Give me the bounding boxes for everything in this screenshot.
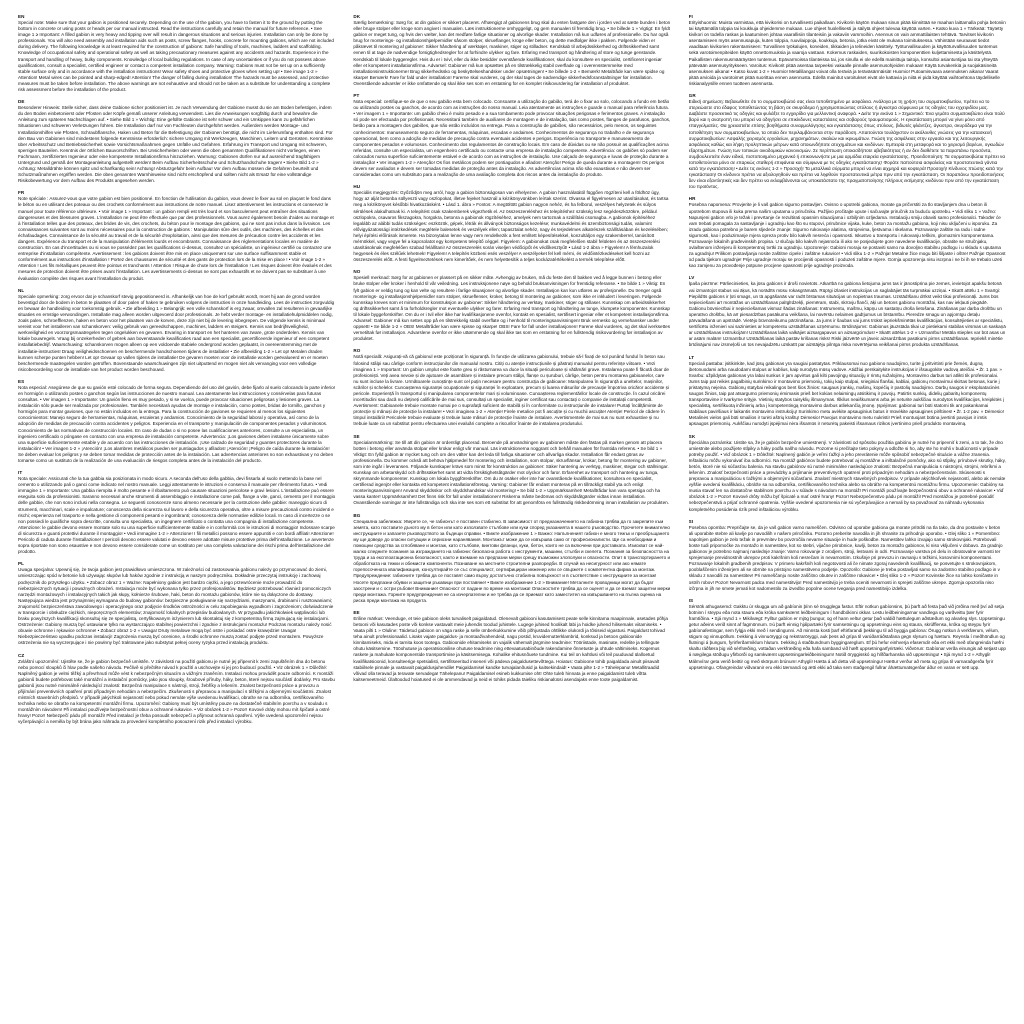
- safety-notice-text: Zvláštní upozornění: Ujistěte se, že je gabion bezpečně umístěn. V závislosti na použití gabionu je nutné jej připevnit k zemi zapuštěním dna do betonu nebo pomocí sloupků či hlav podle našeho návodu. Pečlivě si přečtěte návod k použití a uschovejte si jej pro budoucí použití. • Viz obrázek 1 » Důležité: Naplněný gabion je velmi těžký a převrhnutí může vést k nebezpečným situacím a vážným zraněním. Instalaci mohou provádět pouze odborníci. K montáži gabionů budete potřebovat také montážní a instalační pomůcky, jako jsou sloupky, šroubové příruby, háky, beton, které nejsou součástí dodávky. Pro stavbu gabionů jsou nutné minimálně následující znalosti: Bezpečná manipulace s nástroji, stroji, žebříky a lešením. Znalost bezpečnosti práce a provozu a přijímání preventivních opatření proti případným nehodám a nebezpečím. Zkušenosti s přepravou a manipulací s těžkými a objemnými součástmi. Znalost místních stavebních předpisů. V případě jakýchkoli nejasností nebo pokud nemáte výše uvedenou kvalifikaci, obraťte se na odborníka, certifikovaného technika nebo se obraťte na kompetentní montážní firmu. Upozornění: Gabiony musí být umístěny pouze na dostatečně stabilním povrchu a v souladu s montážním návodem! Při instalaci používejte bezpečnostní obuv a ochranné rukavice. • Viz obrázek 1-2 » Pozor! Kovové dráty mohou mít špičaté a ostré hrany! Pozor! Nebezpečí pádu při montáži! Před instalací je třeba posoudit nebezpečí a přijmout ochranná opatření. Výše uvedená upozornění nejsou vyčerpávající a neměla by být brána jako náhrada za provedení kompletního posouzení rizik před instalací výrobku.: [18, 658, 335, 725]
- language-section: [689, 519, 1006, 592]
- language-code: SI: [688, 518, 694, 524]
- language-section: [353, 513, 670, 604]
- language-code: EE: [353, 609, 360, 615]
- language-code: HU: [353, 184, 361, 190]
- language-code: RO: [353, 348, 361, 354]
- language-section: [689, 598, 1006, 671]
- safety-notice-text: Speciali pastaba: įsitikinkite, kad jūsų gabionas yra saugiai pastatytas. Priklausomai nuo gabiono naudojimo, turite jį pritvirtinti prie žemės, dugną įbetonuodami arba naudodami stulpus ar kablius, kaip nurodyta mūsų vadove. Atidžiai perskaitykite instrukcijas ir išsaugokite vadovą ateičiai. • Žr. 1 pav. » Svarbu: užpildytas gabionas yra labai sunkus ir jam apvirtus gali kilti pavojingų situacijų ir rimtų sužalojimų. Montavimo darbus turi atlikti tik profesionalai. Jums taip pat reikės pagalbinių surinkimo ir montavimo priemonių, tokių kaip stulpai, srieginiai flanšai, kabliai, gabionų montavimui skirtas betonas, kurie į pristatymą neįeina. Gabionų statybai reikalingos bent šios žinios: saugaus įrankių, mašinų, kopėčių ir pastolių naudojimo. Darbų saugos ir eksploatacinės saugos žinios, taip pat atsargumo priemonių ėmimasis prieš bet kokias nelaimingų atsitikimų ir pavojų. Patirtis sunkių, didelių gabaritų komponentų transportavime ir tvarkyme srityje. Vietinių statybos taisyklių išmanymas. Iškilus neaiškumams arba jei neturite aukščiau nurodytos kvalifikacijos, kreipkitės į specialistą, sertifikuotą inžinierių arba į kompetentingą montavimo darbus atliekančią įmonę. Įspėjimas: gabionai turi būti statomi tik ant pakankamai stabilaus paviršiaus ir laikantis montavimo instrukcijų! Surinkimo metu avėkite apsauginius batus ir mūvėkite apsaugines pirštines! • Žr. 1-2 pav. » Dėmesio! Metalinės vielos gali būti smailios ir turėti aštrių kraštų! Dėmesio! Pavojus montavimo metu nukristi! Prieš montuojant būtina įvertinti pavojus ir imtis apsaugos priemonių. Aukščiau nurodyti įspėjimai nėra išsamūs ir neturėtų pakeisti išsamaus rizikos įvertinimo prieš produkto montavimą.: [688, 360, 1004, 427]
- language-section: [18, 14, 335, 93]
- language-section: [18, 288, 335, 373]
- safety-notice-text: Eriline märkus: Veenduge, et teie gabioon oleks turvaliselt paigaldatud. Olenevalt gabiooni kasutamisest peate selle kinnitama maapinnale, asetades põhja betooni või kasutades poste või konkse vastavalt meie juhendis toodud juhistele. Lugege juhised hoolikalt läbi ja hoidke juhend hilisemaks viitamiseks. • Vaata pilti 1 » Oluline: Täidetud gabioon on väga raske ja selle ümberkukkumine võib põhjustada ohtlikke olukordi ja tõsiseid vigastusi. Paigaldust tohivad teha ainult professionaalid. Lisaks vajate paigaldus- ja montaaživahendeid, nagu postid, kruvidemutterklambrid, konksud ja betoon gabioonide kinnitamiseks, mida ei tarnita koos tootega. Gabioonide ehitamiseks on vajalik vähemalt järgmine teadmine: Tööriistade, masinate, redelite ja tellingute ohutu käsitsemine. Tööohutuse ja operatsioonilise ohutuse teadmine ning ettevaatusabinõude rakendamine õnnetuste ja ohtude vältimiseks. Kogemus raskete ja mahukate komponentide transportimise ja käsitsemisega. Kohalike ehitusnõuete tundmine. Kui teil on kahtlusi või teil puuduvad ülalloetud kvalifikatsioonid, konsulteerige spetsialisti, sertifitseeritud inseneri või pädeva paigaldusettevõttega. Hoiatus: Gabioone tohib paigaldada ainult piisavalt stabiilsele pinnale ja vastavalt paigaldusjuhendile! Paigaldamisel kandke turvajalanõusid ja kaitsekindaid! • Vaata pilte 1-2 » Tähelepanu! Metallitraadid võivad olla teravad ja teravate servadega! Tähelepanu! Paigaldamisel esineb kukkumise oht! Ohte tuleb hinnata ja enne paigaldamist tuleb võtta kaitsemeetmeid. Ülaltoodud hoiatused ei ole ammendavad ja neid ei tohiks pidada täieliku riskianalüüsi asendajaks enne toote paigaldamist.: [353, 615, 668, 682]
- language-section: [689, 434, 1006, 513]
- safety-notice-text: Speciális megjegyzés: Győződjön meg arról, hogy a gabion biztonságosan van elhelyezve. A gabion használatától függően rögzíteni kell a földhöz úgy, hogy az alját betonba süllyeszti vagy oszlopokat, illetve fejeket használ a kézikönyvünkben leírtak szerint. Olvassa el figyelmesen az utasításokat, és tartsa meg a kézikönyvet későbbi hivatkozásként. • Lásd 1. ábra » Fontos: A megtöltött gabion nagyon nehéz, és ha felborul, veszélyes helyzetek és súlyos sérülések alakulhatnak ki. A telepítést csak szakemberek végezhetik el. Az összeszereléshez és telepítéshez szükség lesz segédeszközökre, például oszlopokra, csavaros fikszagokra, horgokra, betonra a gabionok rögzítéséhez, amelyek nem tartoznak a szállítási csomagba. A gabionok építéséhez legalább az alábbi tudás szükséges: eszközök, gépek, létrák és állványok biztonságos kezelése; munkavédelmi és üzembiztonsági tudás, valamint elővigyázatossági intézkedések megtétele balesetek és veszélyek ellen; tapasztalat nehéz, nagy és terjedelmes alkatrészek szállításában és kezelésében; helyi építési előírások ismerete. Ha bizonytalan lenne vagy nem rendelkezik a fent említett képesítésekkel, konzultáljon egy szakemberrel, tanúsított mérnökkel, vagy vegye fel a kapcsolatot egy kompetens telepítő céggel. Figyelem: A gabionokat csak megfelelően stabil felületen és az összeszerelési utasításoknak megfelelően szabad felállítani! Az összeszerelés során viseljen védőcipőt és védőkesztyűt! • Lásd 1-2 ábra » Figyelem! A fémhuzalok hegyesek és éles szélűek lehetnek! Figyelem! A telepítés közbeni esés veszélye! A veszélyeket fel kell mérni, és védőintézkedéseket kell hozni az összeszerelés előtt. A fenti figyelmeztetések nem kimerítőek, és nem helyettesítik a teljes kockázatértékelést a termék telepítése előtt.: [353, 190, 669, 263]
- safety-notice-text: Special note: Make sure that your gabion is positioned securely. Depending on the use of the gabion, you have to fasten it to the ground by putting the bottom in concrete or using posts or heads per our manual instructed. Read the instructions carefully and retain the manual for future reference. • See image 1 ≥ Important: A filled gabion is very heavy and tipping over will result in dangerous situations and serious injuries. Installation can only be done by professionals. You will also need assembly and installation aids such as posts, screw flanges, hooks, concrete for mounting gabions, which are not included during delivery. The following knowledge is at least required for the construction of gabions: Safe handling of tools, machines, ladders and scaffolding. Knowledge of occupational safety and operational safety as well as taking precautionary measures against any accidents and hazards. Experience in the transport and handling of heavy, bulky components. Knowledge of local building regulations. In case of any uncertainties or if you do not possess above qualifications, consult a specialist, certified engineer or contact a competent installation company. Warning: Gabions must not be set up on a sufficiently stable surface only and in accordance with the installation instructions! Wear safety shoes and protective gloves when setting up! • See image 1-2 » Attention! Metal wires can be pointed and sharp-edged! Attention! The danger of falling during installation! The hazards must be assessed, and protective measures must be taken before installation. The above warnings are not exhaustive and should not be taken as a substitute for understanding a complete risk assessment before the installation of the product.: [18, 20, 334, 93]
- language-section: [689, 93, 1006, 190]
- language-section: [689, 14, 1006, 87]
- text-column: [353, 14, 670, 1014]
- language-section: [353, 269, 670, 342]
- language-section: [689, 355, 1006, 428]
- language-section: [18, 99, 335, 184]
- safety-notice-text: Posebna opomba: Prepričajte se, da je vaš gabion varno nameščen. Odvisno od uporabe gabiona ga morate pritrditi na tla tako, da dno postavite v beton ali uporabite stebre ali kavlje po navodilih v našem priročniku. Pozorno preberite navodila in jih shranite za prihodnjo uporabo. • Glej sliko 1 » Pomembno: napolnjen gabion je zelo težak in prevrnitev bo povzročila nevarne situacije in hude poškodbe. Namestitev lahko izvajajo samo strokovnjaki. Potrebovali boste tudi pripomočke za montažo in namestitev, kot so stebri, vijačne prirobnice, kavlji, beton za montažo gabionov, ki niso vključeni v dobavo. Za gradnjo gabionov je potrebno najmanj naslednje znanje: Varno rokovanje z orodjem, stroji, lestvami in odri. Poznavanje varstva pri delu in obratovalne varnosti ter sprejemanje previdnostnih ukrepov proti kakršnim koli nesrečam in nevarnostim. Izkušnje pri prevozu in ravnanju s težkimi, kosovnimi komponentami. Poznavanje lokalnih gradbenih predpisov. V primeru kakršnih koli negotovosti ali če nimate zgoraj navedenih kvalifikacij, se posvetujte s strokovnjakom, pooblaščenim inženirjem ali se obrnite na pristojno namestitveno podjetje. Opozorilo: Gabione je treba postavljati samo na zadostno stabilno podlago in v skladu z navodili za namestitev! Pri nameščanju nosite zaščitno obutev in zaščitne rokavice! • Glej sliko 1-2 » Pozor! Kovinske žice so lahko koničaste in ostrih robov! Pozor! Nevarnost padca med namestitvijo! Pred namestitvijo je treba oceniti nevarnosti in sprejeti zaščitne ukrepe. Zgornja opozorila niso izčrpna in jih ne smete jemati kot nadomestilo za izvedbo popolne ocene tveganja pred namestitvijo izdelka.: [688, 524, 1003, 591]
- safety-notice-text: Besonderer Hinweis: Stelle sicher, dass deine Gabione sicher positioniert ist. Je nach Verwendung der Gabione musst du sie am Boden befestigen, indem du den Boden einbetonierst oder Pfosten oder Köpfe gemäß unserer Anleitung verwendest. Lies die Anweisungen sorgfältig durch und bewahre die Anleitung zum späteren Nachschlagen auf. • Siehe Bild 1 » Wichtig: Eine gefüllte Gabione ist sehr schwer und ein Umkippen kann zu gefährlichen Situationen und schweren Verletzungen führen. Die Installation darf nur von Fachleuten durchgeführt werden. Außerdem werden Montage- und Installationshilfen wie Pfosten, Schraubflansche, Haken und Beton für die Befestigung der Gabionen benötigt, die nicht im Lieferumfang enthalten sind. Für den Bau von Gabionen sind mindestens folgende Kenntnisse erforderlich: sichere Umgang mit Werkzeugen, Maschinen, Leitern und Gerüsten. Kenntnisse über Arbeitsschutz und Betriebssicherheit sowie Vorsichtsmaßnahmen gegen Unfälle und Gefahren. Erfahrung im Transport und Umgang mit schweren, sperrigen Bauteilen. Kenntnis der örtlichen Bauvorschriften. Bei Unsicherheiten oder wenn die oben genannten Qualifikationen nicht vorliegen, einen Fachmann, zertifizierten Ingenieur oder eine kompetente Installationsfirma hinzuziehen. Warnung: Gabionen dürfen nur auf ausreichend tragfähigem Untergrund und gemäß der Montageanleitung aufgestellt werden! Beim Aufbau Sicherheitsschuhe und Schutzhandschuhe tragen! • Siehe Bild 1-2 » Achtung: Metalldrähte können spitz und scharfkantig sein! Achtung! Absturzgefahr beim Aufbau! Vor dem Aufbau müssen die Gefahren beurteilt und Schutzmaßnahmen ergriffen werden. Die oben genannten Warnhinweise sind nicht erschöpfend und sollten nicht als Ersatz für eine vollständige Risikobewertung vor dem Aufbau des Produkts angesehen werden.: [18, 105, 333, 184]
- language-code: FI: [688, 14, 693, 19]
- language-code: HR: [688, 196, 696, 202]
- safety-notice-text: Sérstök athugasemd: Gakktu úr skugga um að gabíonin þínn sé örugglega fastur. Eftir notkun gabíonsins, þú þarft að festa það við jörðina með því að setja botninn í steypu eða nota staura eða króka samkvæmt leiðbeiningum í handbókinni okkar. Lestu leiðbeiningarnar vandlega og varðveittu þær fyrir framtíðina. • Sjá mynd 1 » Mikilvægt: Fylltur gabíon er mjög þungur, og ef hann veltur getur það valdið hættulegum aðstæðum og alvarleg slys. Uppsetningu getur aðeins verið sinnt af fagmönnum. Þú þarft einnig hjálpartæki fyrir samsetningu og uppsetningu eins og staura, skrúfflensa, króka og steypu fyrir gabíonafestingar, sem fylgja ekki með í sendingunni. Að minnsta kosti þarf eftirfarandi þekkingu til að byggja gabíona: Örugg notkun á verkfærum, vélum, stigum og vinnupöllum. Þekking á vinnuöryggi og rekstraröryggi, auk þess að grípa til varúðarráðstafana gegn slysum og hættum. Reynsla í meðhöndlun og flutningi á þungum, fyrirferðarmiklum hlutum. Þekking á staðbundnum byggingareglum. Ef þú hefur einhverja efasemdir eða ert ekki með ofangreinda hæfni skaltu ráðfæra þig við sérfræðing, vottaðan verkfræðing eða hafa samband við hæft uppsetningarfyrirtæki. Viðvörun: Gabíonar verða einungis að setjast upp á nægilega stöðugu yfirborði og samkvæmt uppsetningarleiðbeiningum! Notið öryggisskó og hlífðarhanska við uppsetningu! • Sjá mynd 1-2 » Athygli! Málmvírar geta verið beittir og með skörpum brúnum! Athygli! Hætta á að detta við uppsetningu! Hættur verður að meta og grípa til varnaraðgerða fyrir uppsetningu. Ofangreindar viðvaranir eru ekki tæmandi og ætti ekki að taka sem staðgengil fullrar áhættumatsgerðar áður en varan er sett upp.: [688, 603, 1006, 670]
- language-code: EN: [18, 14, 25, 19]
- language-section: [18, 470, 335, 555]
- safety-notice-text: Erityishuomio: Muista varmistaa, että kivikorisi on turvallisesti paikallaan. Kivikorin käytön mukaan sinun pitää kiinnittää se maahan laittamalla pohja betoniin tai käyttämällä tolppia tai koukkuja ohjeidemme mukaan. Lue ohjeet huolellisesti ja säilytä ohjeet tulevaa käyttöä varten. • Katso kuva 1 » Tärkeää: Täytetty kivikori on todella raskas ja kaatuminen johtaa vaarallisiin tilanteisiin ja vakaviin vammoihin. Asennus on vain ammattilaisten tehtävä. Tarvitset kivikorin asentamiseen myös asennusapuja, kuten tolppia, ruuvilaippoja, koukkuja, betonia, jotka eivät ole mukana toimituksessa. Vähintään seuraavat tiedot vaaditaan kivikorien rakentamiseen: Turvallinen työkalujen, koneiden, tikkaiden ja telineiden käsittely. Työturvallisuuden ja käyttöturvallisuuden tuntemus sekä varotoimenpiteiden käyttö onnettomuuksia ja vaaroja vastaan. Kokemus raskaiden, suurikokoisten komponenttien kuljettamisesta ja käsittelystä. Paikallisten rakennusmääräysten tuntemus. Epävarmoissa tilanteissa tai, jos sinulla ei ole edellä mainittuja taitoja, konsultoi asiantuntijaa tai ota yhteyttä pätevään asennusyritykseen. Varoitus: Kivikorit pitää asentaa tarpeeksi vakaalle pinnalle asennusohjeiden mukaan! Käytä turvakenkiä ja suojakäsineitä asennuksen aikana! • Katso kuvat 1-2 » Huomio! Metallilangat voivat olla teräviä ja teräväsärmäisiä! Huomio! Putoamisvaara asennuksen aikana! Vaarat pitää arvioida ja varotoimet pitää suorittaa ennen asennusta. Edellä mainitut varoitukset eivät ole kattavia ja niitä ei pidä käyttää vaihtoehtona täydelliselle riskianalyysille ennen tuotteen asennusta.: [688, 20, 1006, 86]
- safety-notice-text: Ειδική σημείωση: Βεβαιωθείτε ότι το συρματοκιβώτιό σας είναι τοποθετημένο με ασφάλεια. Ανάλογα με τη χρήση του συρματοκιβωτίου, πρέπει να το στερεώσετε στο έδαφος τοποθετώντας τη βάση σε σκυρόδεμα ή χρησιμοποιώντας στύλους ή άγκιστρα σύμφωνα με τις οδηγίες του εγχειριδίου μας. Διαβάστε προσεκτικά τις οδηγίες και φυλάξτε το εγχειρίδιο για μελλοντική αναφορά. • Δείτε την εικόνα 1 » Σημαντικό: Ένα γεμάτο συρματοκιβώτιο είναι πολύ βαρύ και η ανατροπή του μπορεί να οδηγήσει σε επικίνδυνες καταστάσεις και σοβαρούς τραυματισμούς. Η εγκατάσταση μπορεί να γίνει μόνο από επαγγελματίες. Θα χρειαστείτε επίσης βοηθήματα συναρμολόγησης και εγκατάστασης όπως στύλους, βιδωτές φλάντζες, άγκιστρα, σκυρόδεμα για την τοποθέτηση των συρματοκιβωτίων, τα οποία δεν περιλαμβάνονται στην παράδοση. Απαιτούνται τουλάχιστον οι ακόλουθες γνώσεις για την κατασκευή συρματοκιβωτίων: Ασφαλής χειρισμός εργαλείων, μηχανημάτων, σκαλών και ικριωμάτων. Γνώση της ασφάλειας στην εργασία και της λειτουργικής ασφάλειας καθώς και λήψη προληπτικών μέτρων κατά οποιωνδήποτε ατυχημάτων και κινδύνων. Εμπειρία στη μεταφορά και το χειρισμό βαρέων, ογκωδών εξαρτημάτων. Γνώση των τοπικών οικοδομικών κανονισμών. Σε περίπτωση οποιασδήποτε αβεβαιότητας ή αν δεν διαθέτετε τα παραπάνω προσόντα, συμβουλευτείτε έναν ειδικό, πιστοποιημένο μηχανικό ή επικοινωνήστε με μια αρμόδια εταιρεία εγκατάστασης. Προειδοποίηση: Τα συρματοκιβώτια πρέπει να τοποθετούνται μόνο σε επαρκώς σταθερή επιφάνεια και σύμφωνα με τις οδηγίες εγκατάστασης! Φοράτε παπούτσια ασφαλείας και προστατευτικά γάντια κατά την εγκατάσταση! • Δείτε τις εικόνες 1-2 » Προσοχή! Τα μεταλλικά σύρματα μπορεί να είναι αιχμηρά και κοφτερά! Προσοχή! Κίνδυνος πτώσης κατά την εγκατάσταση! Οι κίνδυνοι πρέπει να αξιολογηθούν και πρέπει να ληφθούν προστατευτικά μέτρα πριν από την εγκατάσταση. Οι παραπάνω προειδοποιήσεις δεν είναι εξαντλητικές και δεν πρέπει να εκλαμβάνονται ως υποκατάστατο της πραγματοποίησης πλήρους εκτίμησης κινδύνου πριν από την εγκατάσταση του προϊόντος.: [688, 99, 1005, 190]
- language-section: [18, 190, 335, 281]
- language-code: NL: [18, 287, 25, 293]
- safety-notice-text: Særlig bemærkning: Sørg for, at din gabion er sikkert placeret. Afhængigt af gabionens brug skal du enten fastgøre den i jorden ved at sætte bunden i beton eller bruge stolper eller kroge som angivet i manualen. Læs instruktionerne omhyggeligt, og gem manualen til fremtidig brug. • Se billede 1 » Vigtigt: En fyldt gabion er meget tung, og hvis den vælter, kan det medføre farlige situationer og alvorlige skader. Installation må kun udføres af professionelle. Du har også brug for monterings- og installationshjælpemidler såsom stolper, skrueflanger, kroge eller beton, og dette medfølger ikke i pakken. Følgende viden er påkrævet til montering af gabioner: Sikker håndtering af værktøjer, maskiner, stiger og stilladser. Kendskab til arbejdssikkerhed og driftssikkerhed samt evnen til at tage de nødvendige forsigtighedsregler for at forhindre ulykker og fare. Erfaring med transport og håndtering af store og tunge genstande. Kendskab til lokale byggeregler. Hvis du er i tvivl, eller du ikke besidder ovenstående kvalifikationer, skal du konsultere en specialist, certificeret ingeniør eller et kompetent installationsfirma. Advarsel: Gabioner må kun opsættes på en tilstrækkelig stabil overflade og i overensstemmelse med installationsinstruktionerne! Brug sikkerhedssko og beskyttelseshandsker under opsætningen! • Se billede 1-2 » Bemærk! Metaltråde kan være spidse og skarpe! Bemærk! Fare for fald under installation! Farerne skal vurderes, og der skal tages de nødvendige sikkerhedsforanstaltninger før installation. Ovenstående advarsler er ikke omfattende og skal ikke ses som en erstatning for en komplet risikovurdering før installation af produktet.: [353, 20, 671, 86]
- language-code: IT: [18, 470, 23, 476]
- safety-notice-text: Špeciálna poznámka: Uistite sa, že je gabión bezpečne umiestnený. V závislosti od spôsobu použitia gabiónu je nutné ho pripevniť k zemi, a to tak, že dno umiestnite alebo použijete stĺpiky a háky podľa našho návodu. Pozorne si prečítajte tieto pokyny a odložte si ho, aby ste ho mohli v budúcnosti v prípade potreby použiť. • Viď obrázok 1 » Dôležité: Naplnený gabión je veľmi ťažký a jeho prevrátenie môže spôsobiť nebezpečné situácie a vážne zranenia. Inštaláciu môžu vykonávať iba odborníci. Na montáž gabiónov budete potrebovať aj montážne a inštalačné pomôcky, ako sú stĺpiky, prírubové skrutky, háky, betón, ktoré nie sú súčasťou balenia. Na stavbu gabiónov sú nutné minimálne nasledujúce znalosti: Bezpečná manipulácia s nástrojmi, strojmi, rebríkmi a lešením. Znalosť bezpečnosti práce a prevádzky a prijímanie preventívnych opatrení proti prípadným nehodám a nebezpečenstvám. Skúsenosti s prepravou a manipuláciou s ťažkými a objemnými súčasťami. Znalosť miestnych stavebných predpisov. V prípade akýchkoľvek nejasností, alebo ak nemáte vyššie uvedenú kvalifikáciu, obráťte sa na odborníka, certifikovaného technika alebo sa obráťte na kompetentnú montážnu firmu. Upozornenie: Gabióny sa musia stavať len na dostatočne stabilnom povrchu a v súlade s návodom na montáž! Pri montáži používajte bezpečnostnú obuv a ochranné rukavice! • Viď obrázok 1-2 » Pozor! Kovové drôty môžu byť špicaté a mať ostré hrany! Pozor! Nebezpečenstvo pádu pri montáži! Pred montážou je potrebné posúdiť nebezpečenstvá a prijať ochranné opatrenia. Vyššie uvedené upozornenia nie sú vyčerpávajúce a nemali by sa považovať za náhradu vykonania kompletného posúdenia rizík pred inštaláciou výrobku.: [688, 439, 1006, 512]
- safety-notice-text: Spesiell merknad: Sørg for at gabionen er plassert på en sikker måte. Avhengig av bruken, må du feste den til bakken ved å legge bunnen i betong eller bruke stolper eller kroker i henhold til vår veiledning. Les instruksjonene nøye og behold bruksanvisningen for fremtidig referanse. • Se bilde 1 » Viktig: En fylt gabion er veldig tung og kan velte og resultere i farlige situasjoner og alvorlige skader. Installasjon kan kun utføres av profesjonelle. Du trenger også monterings- og installasjonshjelpemidler som stolper, skrueflenser, kroker, betong til montering av gabioner, som ikke er inkludert i leveringen. Følgende kunnskap kreves som et minimum for konstruksjon av gabioner: Sikker håndtering av verktøy, maskiner, stiger og stillaser. Kunnskap om arbeidssikkerhet og driftssikkerhet samt å ta forholdsregler mot eventuelle ulykker og farer. Erfaring med transport og håndtering av tunge, klumpete komponenter. Kunnskap til lokale byggeforskrifter. Om du er i tvil eller ikke har kvalifikasjonene ovenfor, kontakt en spesialist, sertifisert ingeniør eller et kompetent installasjonsfirma. Advarsel: Gabioner må kun settes opp på en tilstrekkelig stabil overflate og i henhold til monteringsanvisningen! Bruk vernesko og vernehansker under oppsett! • Se bilde 1-2 » OBS! Metalltråder kan være spisse og skarpe! OBS! Fare for fall under installasjonen! Farene skal vurderes, og det skal iverksettes vernetiltak før installasjon. Advarslene ovenfor er ikke uttømmende og skal ikke tas som en erstatning for en fullstendig risikovurdering før installasjon av produktet.: [353, 275, 671, 342]
- language-section: [353, 93, 670, 178]
- language-section: [689, 275, 1006, 348]
- safety-notice-text: Specialanmärkning: Se till att din gabion är ordentligt placerad. Beroende på användningen av gabionen måste den fästas på marken genom att placera botten i betong eller använda stolpar eller krokar enligt vår manual. Läs instruktionerna noggrant och behåll manualen för framtida referens. • Se bild 1 » Viktigt: En fylld gabion är mycket tung och om den välter kan det leda till farliga situationer och allvarliga skador. Installation får endast göras av professionella. Du kommer också att behöva hjälpmedel för montering och installation, som stolpar, skruvflänsar, krokar, betong för montering av gabioner, som inte ingår i leveransen. Följande kunskaper krävs som minst för konstruktion av gabioner: Säker hantering av verktyg, maskiner, stegar och ställningar. Kunskap om arbetarskydd och driftssäkerhet samt att vidta försiktighetsåtgärder mot olyckor och faror. Erfarenhet av transport och hantering av tunga, skrymmande komponenter. Kunskap om lokala byggföreskrifter. Om du är osäker eller inte har ovanstående kvalifikationer, konsultera en specialist, certifierad ingenjör eller kontakta ett kompetent installationsföretag. Varning: Gabioner får endast monteras på en tillräckligt stabil yta och enligt monteringsanvisningen! Använd skyddsskor och skyddshandskar vid montering! • Se bild 1-2 » Uppmärksamhet! Metalltrådar kan vara spetsiga och ha vassa kanter! Uppmärksamhet! Det finns risk för fall under installationen! Riskerna måste bedömas och skyddsåtgärder vidtas innan installation. Ovanstående varningar är inte fullständiga och ska inte ses som ett substitut för att genomföra en fullständig riskbedömning innan installation av produkten.: [353, 439, 669, 506]
- language-columns: [18, 14, 1006, 1014]
- language-section: [18, 653, 335, 726]
- language-code: FR: [18, 190, 25, 196]
- language-code: PL: [18, 561, 25, 567]
- safety-notice-text: Nota especial: Asegúrese de que su gavión esté colocado de forma segura. Dependiendo del uso del gavión, debe fijarlo al suelo colocando la parte inferior en hormigón o utilizando postes o ganchos según las instrucciones de nuestro manual. Lea atentamente las instrucciones y consérvelas para futuras consultas. • Ver imagen 1 » Importante: Un gavión lleno es muy pesado, y si se vuelca, puede provocar situaciones peligrosas y lesiones graves. La instalación sólo puede ser realizada por profesionales. También necesitará ayudas de montaje e instalación, como postes, bridas de tornillo, ganchos y hormigón para montar gaviones, que no están incluidos en la entrega. Para la construcción de gaviones se requieren al menos los siguientes conocimientos: Manejo seguro de herramientas, máquinas, escaleras y andamios. Conocimiento de la seguridad laboral y operativa, así como de la adopción de medidas de precaución contra accidentes y peligros. Experiencia en el transporte y manipulación de componentes pesados y voluminosos. Conocimiento de las normativas de construcción locales. En caso de dudas o si no posee las cualificaciones anteriores, consulte a un especialista, un ingeniero certificado o póngase en contacto con una empresa de instalación competente. Advertencia: ¡Los gaviones deben instalarse únicamente sobre una superficie suficientemente estable y de acuerdo con las instrucciones de instalación. ¡Use calzado de seguridad y guantes protectores durante la instalación! • Ver imagen 1-2 » ¡Atención! ¡Los alambres metálicos pueden ser puntiagudos y afilados! ¡Atención! ¡Peligro de caída durante la instalación! Se deben evaluar los peligros y se deben tomar medidas de protección antes de la instalación. Las advertencias anteriores no son exhaustivas y no deben tomarse como un sustituto de la realización de una evaluación de riesgos completa antes de la instalación del producto.: [18, 384, 336, 463]
- safety-notice-text: Īpaša piezīme: Pārliecinieties, ka jūsu gabions ir droši novietots. Atkarībā no gabiona lietojuma jums tas ir jānostiprina pie zemes, ievietojot apakšu betonā vai izmantojot stabus vai āķus, kā norādīts mūsu rokasgrāmatā. Rūpīgi izlasiet instrukcijas un saglabājiet tās turpmākai uzziņai. • Skatīt attēlu 1 » Svarīgi: Piepildīts gabions ir ļoti smags, un tā apgāšanās var radīt bīstamas situācijas un nopietnas traumas. Uzstādīšanu drīkst veikt tikai profesionāļi. Jums būs nepieciešami arī montāžas un uzstādīšanas palīglīdzekļi, piemēram, stabi, skrūvju flanči, āķi un betons gabionu montāžai, kas nav iekļauti piegādē. Gabionu būvniecībai ir nepieciešamas vismaz šādas zināšanas: Instrumentu, mašīnu, kāpņu un sastatņu droša lietošana. Zināšanas par darba drošību un operatīvo drošību, kā arī piesardzības pasākumu veikšana, lai novērstu nelaimes gadījumus un bīstamību. Pieredze smagu un apjomīgu detaļu pārvadāšanā un apstrādē. Vietējo būvnoteikumu pārzināšana. Ja jums ir šaubas vai jums trūkst iepriekšminētās kvalifikācijas, konsultējieties ar speciālistu, sertificētu inženieri vai sazinieties ar kompetentu uzstādīšanas uzņēmumu. Brīdinājums: Gabionus jāuzstāda tikai uz pietiekami stabilas virsmas un saskaņā ar uzstādīšanas instrukcijām! Uzstādīšanas laikā valkājiet aizsargapavus un aizsargcimdus! • Skatīt attēlus 1-2 » Uzmanību! Metāla stieples var būt asas un ar asām malām! Uzmanību! Uzstādīšanas laikā pastāv krišanas risks! Riski jāizvērtē un jāveic aizsardzības pasākumi pirms uzstādīšanas. Iepriekš minētie brīdinājumi nav izsmeļoši un tos nevajadzētu uzskatīt par aizstājēju pilnīga riska novērtējuma veikšanai pirms produkta uzstādīšanas.: [688, 281, 1006, 348]
- safety-notice-text: Специална забележка: Уверете се, че габионът е поставен стабилно. В зависимост от предназначението на габиона трябва да го закрепите към земята, като поставите дъното му в бетон или като използвате стълбове или куки според указанията в нашето ръководство. Прочетете внимателно инструкциите и запазете ръководството за бъдещи справки. • Вижте изображение 1 » Важно: Напълненият габион е много тежък и преобръщането му ще доведе до опасни ситуации и сериозни наранявания. Монтажът може да се извършва само от професионалисти. Ще са необходими и помощни средства за сглобяване и монтаж, като стълбове, винтови фланци, куки, бетон, които не са включени при доставката. Изискват се най-малко следните познания за изграждането на габиони: безопасна работа с инструменти, машини, стълби и скелета. Познания за безопасността на труда и за експлоатационна безопасност, както и вземане на предпазни мерки срещу възможни злополуки и опасности. Опит в транспортирането и обработката на тежки и обемисти компоненти. Познаване на местните строителни разпоредби. В случай на несигурност или ако нямате горепосочената квалификация, консултирайте се със специалист, сертифициран инженер или се свържете с компетентна фирма за монтаж. Предупреждение: габионите трябва да се поставят само върху достатъчно стабилна повърхност и в съответствие с инструкциите за монтаж! Носете предпазни обувки и защитни ръкавици при поставяне! • Вижте изображение 1-2 » Внимание! Металните проводници могат да бъдат заострени и с остри ръбове! Внимание! Опасност от падане по време на монтажа! Опасностите трябва да се оценят и да се вземат защитни мерки преди монтажа. Горните предупреждения не са изчерпателни и не трябва да се приемат като заместител на извършването на пълна оценка на риска преди монтажа на продукта.: [353, 518, 671, 603]
- language-section: [353, 434, 670, 507]
- language-code: PT: [353, 93, 360, 99]
- language-code: NO: [353, 269, 361, 275]
- language-code: CZ: [18, 652, 25, 658]
- language-section: [353, 610, 670, 683]
- language-code: LV: [688, 275, 695, 281]
- language-code: LT: [688, 354, 695, 360]
- language-section: [18, 379, 335, 464]
- language-section: [353, 348, 670, 427]
- language-code: IS: [688, 597, 694, 603]
- language-code: DE: [18, 99, 25, 105]
- language-code: SE: [353, 433, 360, 439]
- language-code: DK: [353, 14, 361, 19]
- safety-notice-text: Nota especial: certifique-se de que o seu gabião esta bem colocado. Consoante a utilização do gabião, terá de o fixar ao solo, colocando a fundo em betão ou utilizando postes ou ganchos, de acordo com as instruções do nosso manual. Leia atentamente as instruções e guarde o manual para referência futura. • Ver imagem 1 » Importante: um gabião cheio é muito pesado e a sua tombamento pode provocar situações perigosas e ferimentos graves. A instalação só pode ser efectuada por profissionais. Necessitará também de auxiliares de montagem e de instalação, tais como postes, flanges de parafusos, ganchos, betão para a montagem dos gabiões, que não estão incluídos na entrega. Para a construção de gabiões, são necessários, pelo menos, os seguintes conhecimentos: manuseamento seguro de ferramentas, máquinas, escadas e andaimes. Conhecimentos de segurança no trabalho e de segurança operacional, bem como a adoção de medidas de precaução contra eventuais acidentes e perigos. Experiência no transporte e manuseamento de componentes pesados e volumosos. Conhecimento dos regulamentos de construção locais. Em caso de dúvidas ou se não possuir as qualificações acima referidas, consulte um especialista, um engenheiro certificado ou contacte uma empresa de instalação competente. Advertência: os gabiões só podem ser colocados numa superfície suficientemente estável e de acordo com as instruções de instalação. Use calçado de segurança e luvas de proteção durante a instalação! • Ver imagem 1-2 » Atenção! Os fios metálicos podem ser pontiagudos e afiados! Atenção! Perigo de queda durante a montagem! Os perigos devem ser avaliados e devem ser tomadas medidas de proteção antes da instalação. As advertências acima não são exaustivas e não devem ser consideradas como um substituto para a realização de uma avaliação completa dos riscos antes da instalação do produto.: [353, 99, 671, 178]
- language-section: [18, 561, 335, 646]
- language-code: SK: [688, 433, 696, 439]
- text-column: [18, 14, 335, 1014]
- language-code: GR: [688, 93, 696, 99]
- language-section: [353, 14, 670, 87]
- language-code: ES: [18, 378, 25, 384]
- safety-notice-text: Posebna napomena: Provjerite je li vaš gabion sigurno postavljen. Ovisno o upotrebi gabiona, morate ga pričvrstiti za tlo stavljanjem dna u beton ili upotrebom stupova ili kuka prema našim uputama u priručniku. Pažljivo pročitajte upute i sačuvajte priručnik za buduću upotrebu. • Vidi sliku 1 » Važno: Napunjeni gabion vrlo je težak i prevrtanje će rezultirati opasnim situacijama i ozbiljnim ozljedama. Instalaciju smiju obaviti samo profesionalci. Također će vam trebati pomagala za sastavljanje i ugradnju kao što su stupovi, prirubnice vijaka, kuke, beton za montažu gabiona, koji nisu uključeni u isporuku. Za izradu gabiona potrebno je barem sljedeće znanje: Sigurno rukovanje alatima, strojevima, ljestvama i skelama. Poznavanje zaštite na radu i radne sigurnosti, kao i poduzimanje mjera opreza protiv bilo kakvih nesreća i opasnosti. Iskustvo u transportu i rukovanju teškim, glomaznim komponentama. Poznavanje lokalnih građevinskih propisa. U slučaju bilo kakvih nejasnoća ili ako ne posjedujete gore navedene kvalifikacije, obratite se stručnjaku, ovlaštenom inženjeru ili kompetentnoj tvrtki za ugradnju. Upozorenje: Gabioni moraju se postaviti samo na dovoljno stabilnu podlogu i u skladu s uputama za ugradnju! Prilikom postavljanja nosite zaštitne cipele i zaštitne rukavice! • Vidi sliku 1-2 » Pažnja! Metalne žice mogu biti šiljaste i oštre! Pažnja! Opasnost od pada tijekom ugradnje! Prije ugradnje moraju se procijeniti opasnosti i poduzeti zaštitne mjere. Gornja upozorenja nisu iscrpna i ne bi ih se trebalo uzeti kao zamjenu za provođenje potpune procjene opasnosti prije ugradnje proizvoda.: [688, 202, 1006, 269]
- language-section: [353, 184, 670, 263]
- safety-notice-text: Nota speciale: Assicurati che la tua gabbia sia posizionata in modo sicuro. A seconda dell'uso della gabbia, devi fissarla al suolo mettendo la base nel cemento o utilizzando pali o ganci come indicato nel nostro manuale. Leggi attentamente le istruzioni e conserva il manuale per riferimento futuro. • Vedi immagine 1 » Importante: Una gabbia riempita è molto pesante e il ribaltamento può causare situazioni pericolose e gravi lesioni. L'installazione può essere eseguita solo da professionisti. Saranno necessari anche strumenti di assemblaggio e installazione come pali, flange a vite, ganci, cemento per il montaggio delle gabbie, che non sono inclusi nella consegna. Le seguenti conoscenze sono almeno necessarie per la costruzione delle gabbie: maneggio sicuro di strumenti, macchinari, scale e impalcature; conoscenza della sicurezza sul lavoro e della sicurezza operativa, oltre a misure precauzionali contro incidenti e rischi; esperienza nel trasporto e nella gestione di componenti pesanti e ingombranti; conoscenza delle normative edilizie locali. In caso di incertezze o se non possiedi le qualifiche sopra descritte, consulta uno specialista, un ingegnere certificato o contatta una compagnia di installazione competente. Attenzione: le gabbie devono essere montate solo su una superficie sufficientemente stabile e in conformità con le istruzioni di montaggio! Indossare scarpe di sicurezza e guanti protettivi durante il montaggio! • Vedi immagine 1-2 » Attenzione! I fili metallici possono essere appuntiti e con bordi affilati! Attenzione! Pericolo di caduta durante l'installazione! I pericoli devono essere valutati e devono essere adottate misure protettive prima dell'installazione. Le avvertenze sopra riportate non sono esaustive e non devono essere considerate come un sostituto per una completa valutazione dei rischi prima dell'installazione del prodotto.: [18, 476, 336, 555]
- language-section: [689, 196, 1006, 269]
- language-code: BG: [353, 512, 361, 518]
- safety-notice-text: Uwaga specjalna: Upewnij się, że twoja gabion jest prawidłowo umieszczona. W zależności od zastosowania gabionu należy go przymocować do ziemi, umieszczając spód w betonie lub używając słupów lub haków zgodnie z instrukcją w naszym podręczniku. Dokładnie przeczytaj instrukcję i zachowaj podręcznik do przyszłego użytku. • Zobacz obraz 1 » Ważne: Napełniony gabion jest bardzo ciężki, a jego przewrócenie może prowadzić do niebezpiecznych sytuacji i poważnych obrażeń. Instalacja może być wykonana tylko przez profesjonalistów. Będziesz potrzebować również pomocniczych narzędzi montażowych i instalacyjnych takich jak słupy, kołnierze śrubowe, haki, beton do montażu gabionów, które nie są dołączone do dostawy. Następująca wiedza jest przynajmniej wymagana do budowy gabionów: bezpieczne posługiwanie się narzędziami, maszynami, drabinami i rusztowaniami; znajomość bezpieczeństwa zawodowego i operacyjnego oraz podjęcie środków ostrożności w celu zapobiegania wypadkom i zagrożeniom; doświadczenie w transporcie i obsłudze ciężkich, nieporęcznych elementów; znajomość lokalnych przepisów budowlanych. W przypadku jakichkolwiek wątpliwości lub braku powyższych kwalifikacji skonsultuj się ze specjalistą, certyfikowanym inżynierem lub skontaktuj się z kompetentną firmą zajmującą się instalacjami. Ostrzeżenie: Gabiony muszą być ustawiane tylko na wystarczająco stabilnej powierzchni i zgodnie z instrukcjami montażu! Podczas montażu należy nosić obuwie ochronne i rękawice ochronne! • Zobacz obraz 1-2 » Uwaga! Druty metalowe mogą być ostre i posiadać ostre krawędzie! Uwaga! Niebezpieczeństwo upadku podczas instalacji! Zagrożenia muszą być ocenione, a środki ochronne muszą zostać podjęte przed montażem. Powyższe ostrzeżenia nie są wyczerpujące i nie powinny być traktowane jako substytut pełnej oceny ryzyka przed instalacją produktu.: [18, 567, 334, 646]
- safety-notice-text: Speciale opmerking: zorg ervoor dat je schanskorf stevig gepositioneerd is. Afhankelijk van hoe de korf gebruikt wordt, moet hij aan de grond worden bevestigd door de bodem in beton te plaatsen of door palen of haken te gebruiken volgens de instructies in onze handleiding. Lees de instructies zorgvuldig en bewaar de handleiding voor toekomstig gebruik. • Zie afbeelding 1 » Belangrijk: een volle schanskorf is erg zwaar, omvallen zal resulteren in gevaarlijke situaties en ernstige verwondingen. Installatie mag alleen worden uitgevoerd door professionals. Je hebt verder montage- en installatiehulpmiddelen nodig, zoals palen, schroefflenzen, haken en beton voor het plaatsen van de korven, deze zijn niet bij de levering inbegrepen. De volgende kennis is minimaal vereist voor het installeren van schanskorven: veilig gebruik van gereedschappen, machines, ladders en steigers. Kennis van bedrijfsveiligheid, werkveiligheid en voorzorgsmaatregelen tegen ongelukken en gevaren. Ervaring in transport en het hanteren van zware, grote onderdelen. Kennis van lokale bouwregels. Vraag bij onzekerheden of gebrek aan bovenstaande kwalificaties raad aan een specialist, gecertificeerde ingenieur of een competent installatiebedrijf. Waarschuwing: schanskorven mogen alleen op een voldoende stabiele ondergrond worden geplaatst, in overeenstemming met de installatie-instructies! Draag veiligheidsschoenen en beschermende handschoenen tijdens de installatie! • Zie afbeelding 1-2 » Let op! Metalen draden kunnen scherpe punten hebben! Let op! Gevaar op vallen tijdens de installatie! De gevaren moeten voor de installatie worden geëvalueerd en er moeten beschermende maatregelen worden getroffen. Bovenstaande waarschuwingen zijn niet uitputtend en mogen niet als vervanging voor een volledige risicobeoordeling voor de installatie van het product worden beschouwd.: [18, 293, 335, 372]
- text-column: [689, 14, 1006, 1014]
- safety-notice-text: Note spéciale : Assurez-vous que votre gabion est bien positionné. En fonction de l'utilisation du gabion, vous devez le fixer au sol en plaçant le fond dans le béton ou en utilisant des poteaux ou des crochets conformément aux instructions de notre manuel. Lisez attentivement les instructions et conservez le manuel pour toute référence ultérieure. • Voir image 1 » Important : un gabion rempli est très lourd et son basculement peut entraîner des situations dangereuses et des blessures graves. L'installation ne peut être effectuée que par des professionnels. Vous aurez également besoin d'aides au montage et à l'installation telles que des poteaux, des brides de vis, des crochets, du béton pour le montage des gabions, qui ne sont pas inclus dans la livraison. Les connaissances suivantes sont au moins nécessaires pour la construction de gabions : Manipulation sûre des outils, des machines, des échelles et des échafaudages. Connaissance de la sécurité au travail et de la sécurité d'exploitation, ainsi que des mesures de précaution contre les accidents et les dangers. Expérience du transport et de la manipulation d'éléments lourds et encombrants. Connaissance des réglementations locales en matière de construction. En cas d'incertitudes ou si vous ne possédez pas les qualifications ci-dessus, consultez un spécialiste, un ingénieur certifié ou contactez une entreprise d'installation compétente. Avertissement : les gabions doivent être mis en place uniquement sur une surface suffisamment stable et conformément aux instructions d'installation ! Portez des chaussures de sécurité et des gants de protection lors de la mise en place ! • Voir image 1-2 » Attention ! Les fils métalliques peuvent être pointus et tranchants ! Attention ! Risque de chute lors de l'installation ! Les risques doivent être évalués et des mesures de protection doivent être prises avant l'installation. Les avertissements ci-dessus ne sont pas exhaustifs et ne doivent pas se substituer à une évaluation complète des risques avant l'installation du produit.: [18, 196, 334, 281]
- safety-notice-text: Notă specială: Asigurați-vă că gabionul este poziționat în siguranță. În funcție de utilizarea gabionului, trebuie să-l fixați de sol punând fundul în beton sau folosind stâlpi sau cârlige conform instrucțiunilor din manualul nostru. Citiți cu atenție instrucțiunile și păstrați manualul pentru referințe viitoare. • Vezi imaginea 1 » Important: Un gabion umplut este foarte greu și răsturnarea va duce la situații periculoase și vătămări grave. Instalarea poate fi făcută doar de profesioniști. Veți avea nevoie și de ajutoare de asamblare și instalare precum stâlpi, flanșe cu șuruburi, cârlige, beton pentru montarea gabioanelor, care nu sunt incluse la livrare. Următoarele cunoștințe sunt cel puțin necesare pentru construcția de gabioane: Manipularea în siguranță a uneltelor, mașinilor, scărilor și schelelor. Cunoașterea siguranței ocupaționale și siguranței în exploatare, precum și luarea măsurilor de precauție împotriva oricăror accidente și pericole. Experiență în transportul și manipularea componentelor mari și voluminoase. Cunoașterea reglementărilor locale de construcție. În cazul oricărei incertitudini sau dacă nu dețineți calificările de mai sus, consultați un specialist, inginer certificat sau contactați o companie de instalații competentă. Avertisment: Gabioanele trebuie montate numai pe o suprafață suficient de stabilă și în conformitate cu instrucțiunile de instalare! Purtați încălțăminte de protecție și mănuși de protecție la instalare! • Vezi imaginea 1-2 » Atenție! Firele metalice pot fi ascuțite și cu muchii ascuțite! Atenție! Pericol de cădere în timpul instalării! Pericolele trebuie evaluate și trebuie luate măsuri de protecție înainte de instalare. Avertismentele de mai sus nu sunt exhaustive și nu trebuie luate ca un substitut pentru efectuarea unei evaluări complete a riscurilor înainte de instalarea produsului.: [353, 354, 669, 427]
